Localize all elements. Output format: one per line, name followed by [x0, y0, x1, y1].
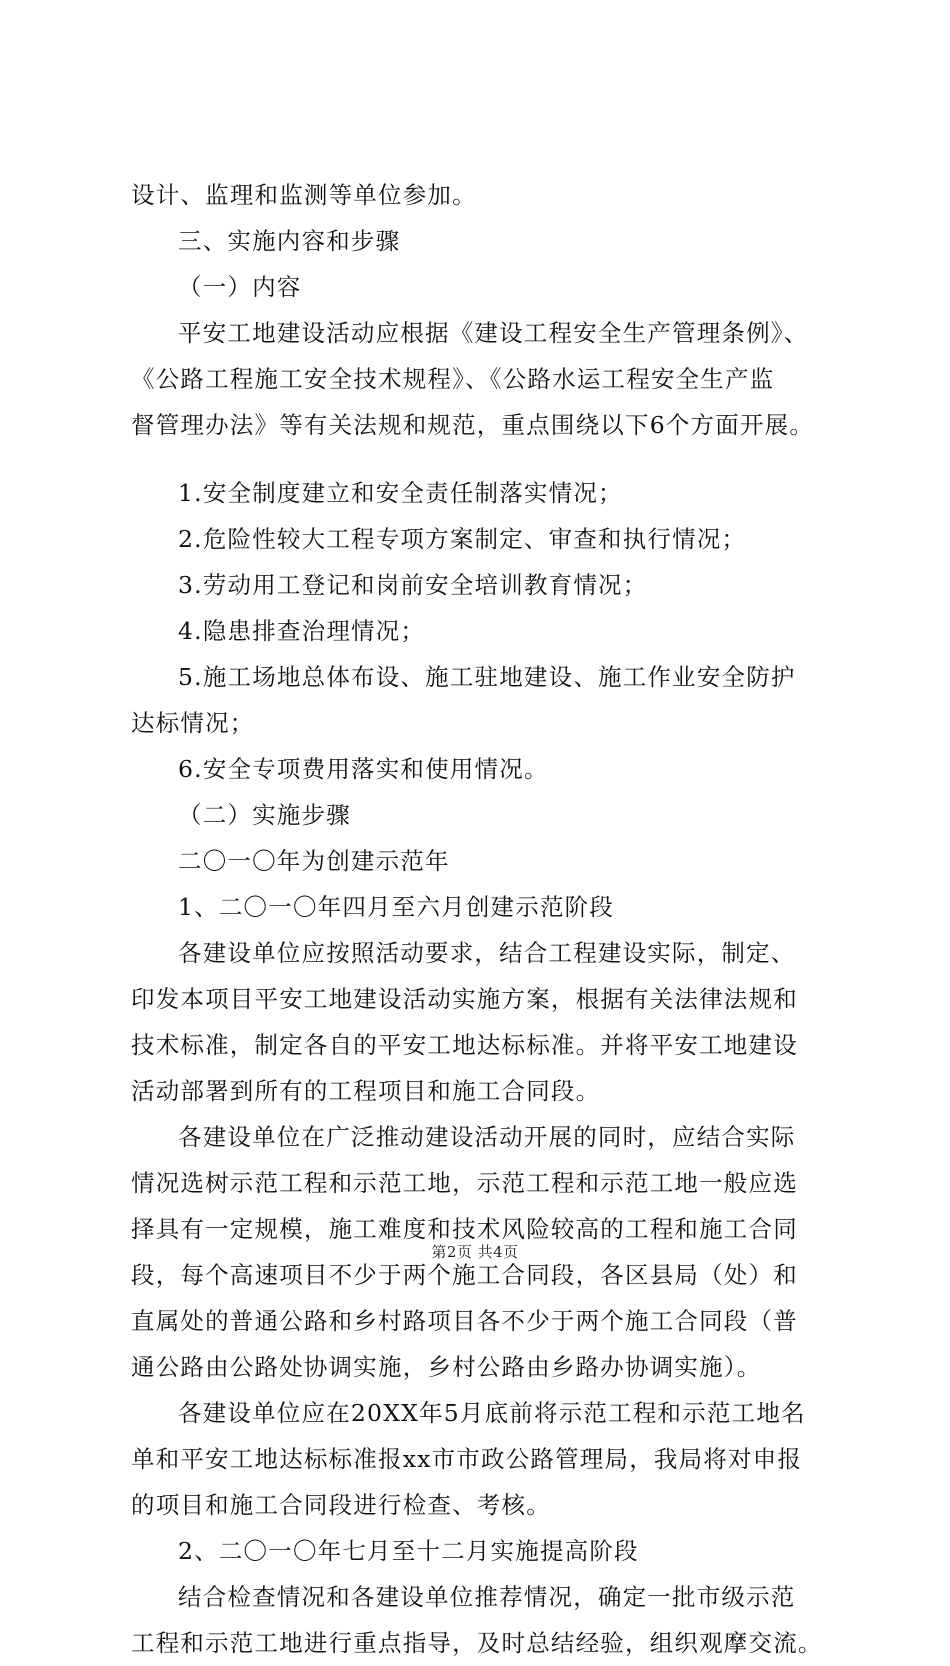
text-line: 情况选树示范工程和示范工地，示范工程和示范工地一般应选 — [131, 1169, 798, 1197]
text-line: 各建设单位在广泛推动建设活动开展的同时，应结合实际 — [178, 1123, 796, 1151]
page-number-text: 第2页 共4页 — [431, 1243, 519, 1261]
text-line: 技术标准，制定各自的平安工地达标标准。并将平安工地建设 — [131, 1031, 798, 1059]
text-line: 段，每个高速项目不少于两个施工合同段，各区县局（处）和 — [131, 1261, 798, 1289]
text-line: 结合检查情况和各建设单位推荐情况，确定一批市级示范 — [178, 1583, 796, 1611]
text-line: 4.隐患排查治理情况； — [178, 617, 426, 645]
text-line: 通公路由公路处协调实施，乡村公路由乡路办协调实施）。 — [131, 1353, 762, 1381]
text-line: 各建设单位应按照活动要求，结合工程建设实际，制定、 — [178, 939, 796, 967]
text-line: 督管理办法》等有关法规和规范，重点围绕以下6个方面开展。 — [131, 411, 815, 439]
text-line: 活动部署到所有的工程项目和施工合同段。 — [131, 1077, 601, 1105]
text-line: 设计、监理和监测等单位参加。 — [131, 181, 477, 209]
text-line: 达标情况； — [131, 709, 255, 737]
text-line: 1.安全制度建立和安全责任制落实情况； — [178, 479, 623, 507]
text-line: 1、二〇一〇年四月至六月创建示范阶段 — [178, 893, 615, 921]
text-line: 3.劳动用工登记和岗前安全培训教育情况； — [178, 571, 648, 599]
text-line: 工程和示范工地进行重点指导，及时总结经验，组织观摩交流。 — [131, 1629, 823, 1657]
document-body — [131, 172, 841, 1666]
text-line: 直属处的普通公路和乡村路项目各不少于两个施工合同段（普 — [131, 1307, 798, 1335]
text-line: 5.施工场地总体布设、施工驻地建设、施工作业安全防护 — [178, 663, 796, 691]
paragraph-gap — [131, 448, 841, 470]
text-line: 的项目和施工合同段进行检查、考核。 — [131, 1491, 551, 1519]
text-line: （二）实施步骤 — [178, 801, 351, 829]
text-line: 各建设单位应在20XX年5月底前将示范工程和示范工地名 — [178, 1399, 806, 1427]
text-line: 2.危险性较大工程专项方案制定、审查和执行情况； — [178, 525, 747, 553]
text-line: 2、二〇一〇年七月至十二月实施提高阶段 — [178, 1537, 639, 1565]
text-line: 择具有一定规模，施工难度和技术风险较高的工程和施工合同 — [131, 1215, 798, 1243]
page-footer — [0, 1241, 950, 1262]
text-line: 单和平安工地达标标准报xx市市政公路管理局，我局将对申报 — [131, 1445, 803, 1473]
text-line: 《公路工程施工安全技术规程》、《公路水运工程安全生产监 — [131, 365, 775, 393]
text-line: 三、实施内容和步骤 — [178, 227, 401, 255]
text-line: （一）内容 — [178, 273, 302, 301]
text-line: 平安工地建设活动应根据《建设工程安全生产管理条例》、 — [178, 319, 809, 347]
text-line: 二〇一〇年为创建示范年 — [178, 847, 450, 875]
text-line: 6.安全专项费用落实和使用情况。 — [178, 755, 549, 783]
text-line: 印发本项目平安工地建设活动实施方案，根据有关法律法规和 — [131, 985, 798, 1013]
